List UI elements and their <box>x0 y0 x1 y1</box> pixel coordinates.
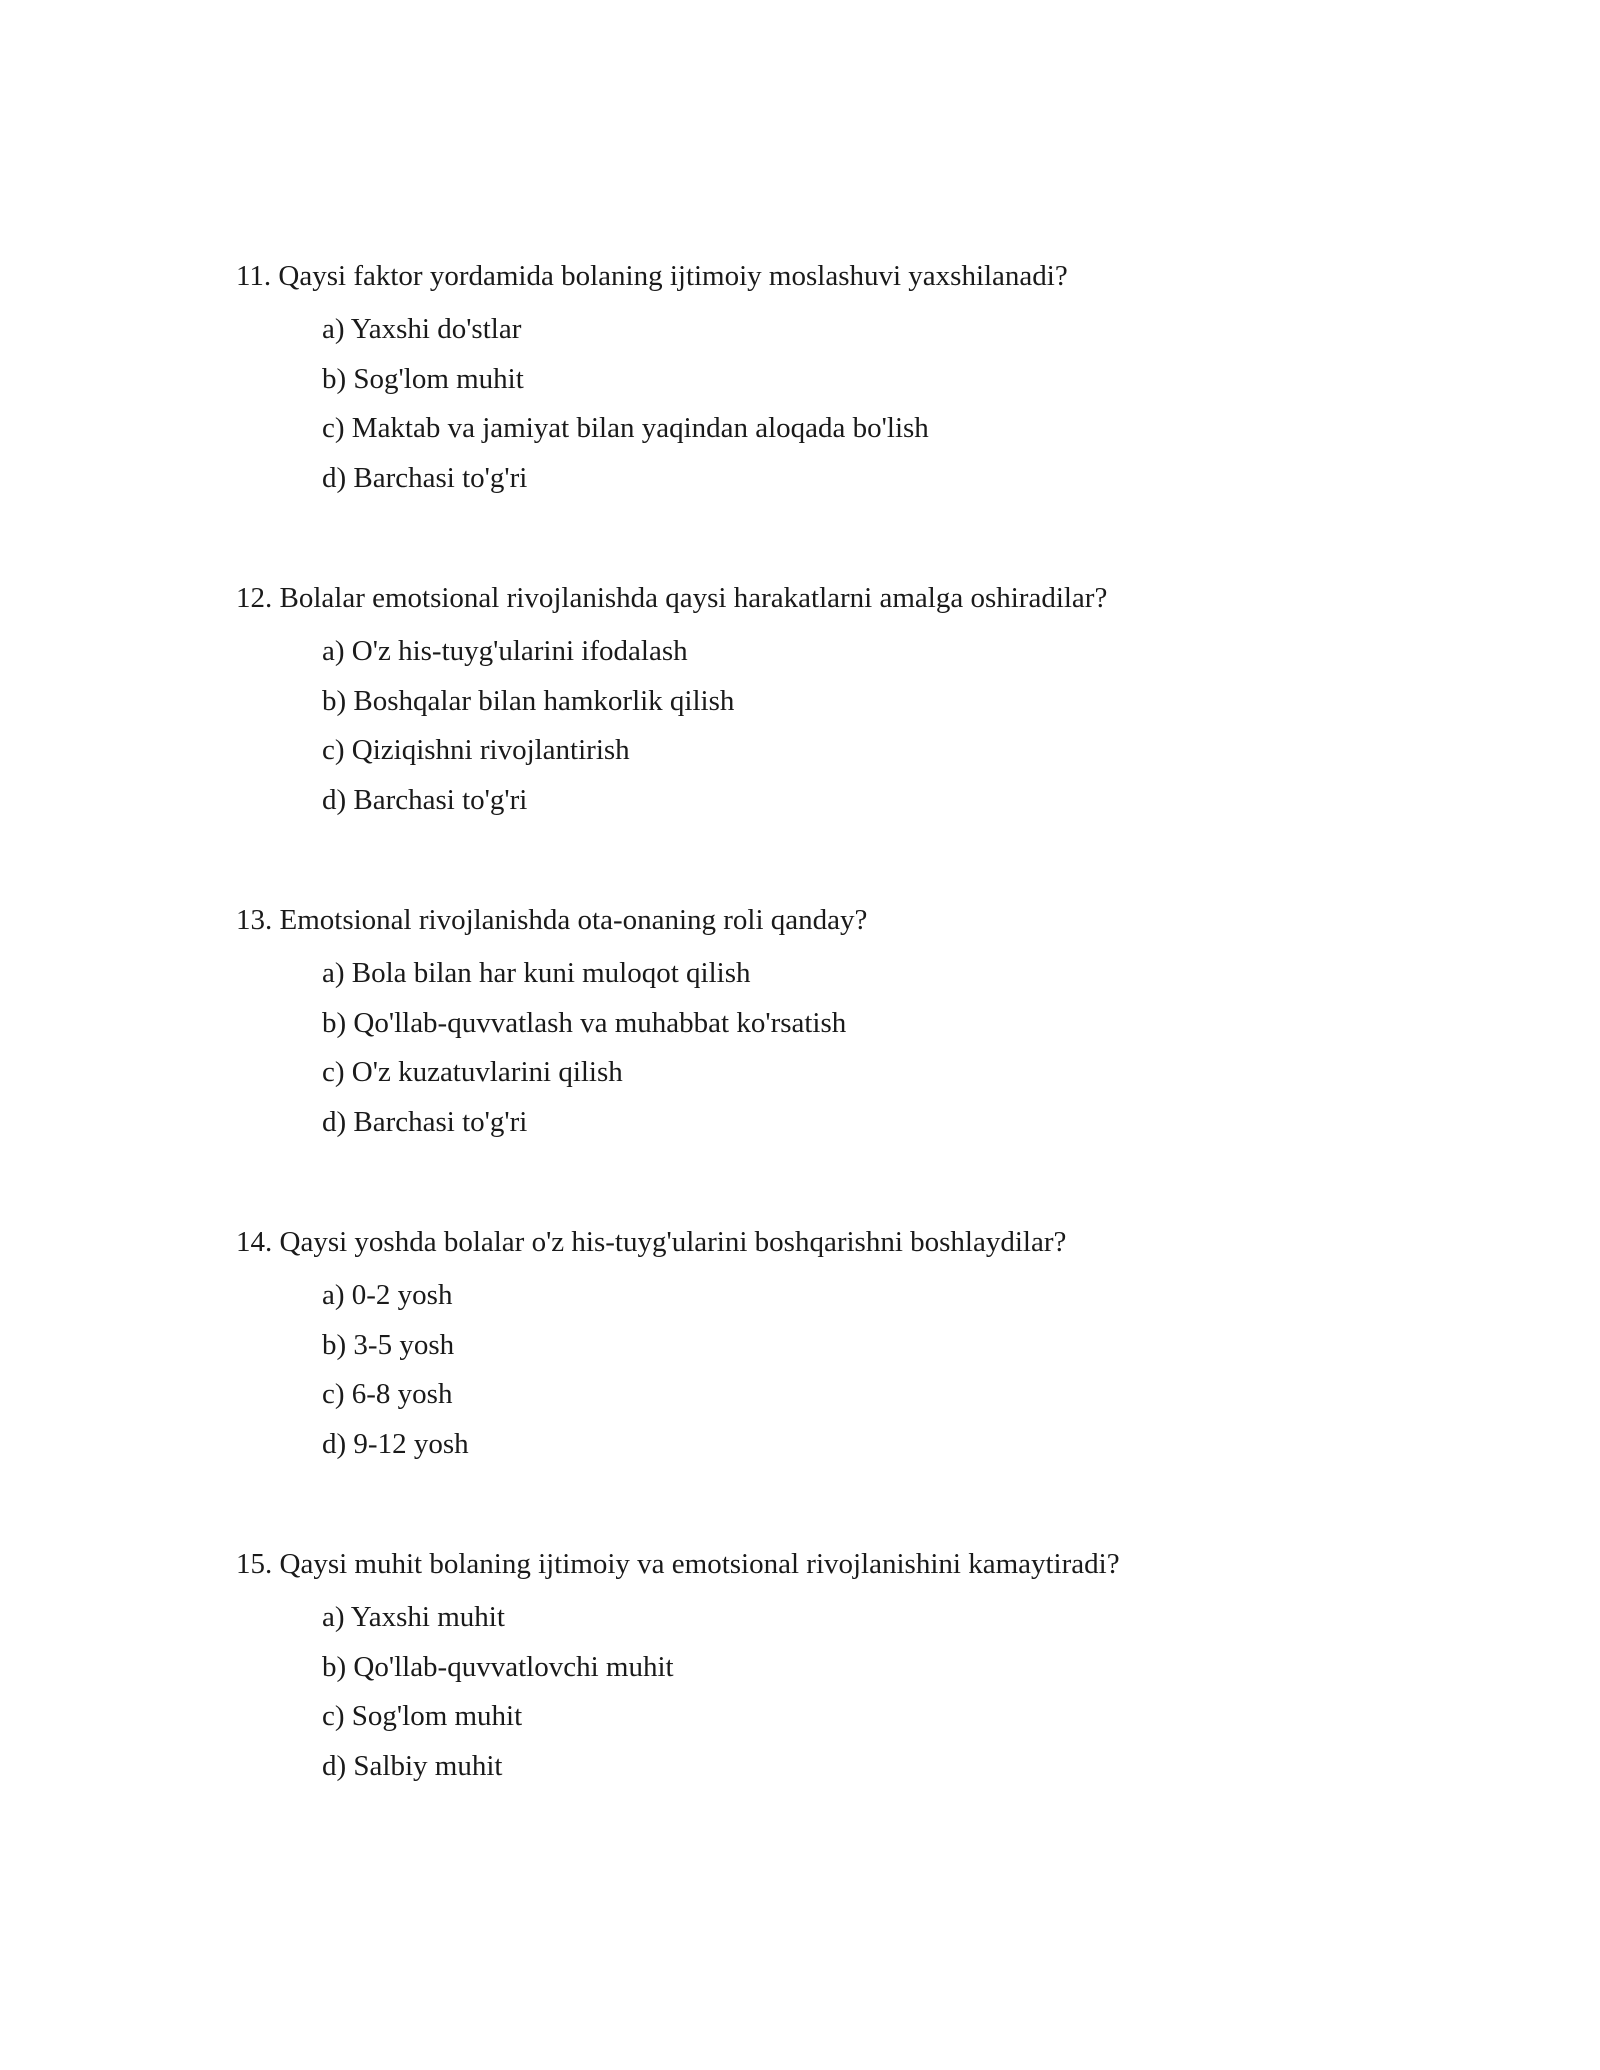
question-text: 14. Qaysi yoshda bolalar o'z his-tuyg'ularini boshqarishni boshlaydilar? <box>236 1226 1067 1258</box>
question-11 <box>236 256 1436 503</box>
option-d: d) 9-12 yosh <box>322 1427 469 1460</box>
option-c: c) 6-8 yosh <box>322 1378 453 1410</box>
answer-options <box>236 305 1436 503</box>
question-text: 11. Qaysi faktor yordamida bolaning ijtimoiy moslashuvi yaxshilanadi? <box>236 260 1068 292</box>
option-b: b) Boshqalar bilan hamkorlik qilish <box>322 684 735 717</box>
question-14 <box>236 1222 1436 1469</box>
question-text: 15. Qaysi muhit bolaning ijtimoiy va emotsional rivojlanishini kamaytiradi? <box>236 1548 1120 1580</box>
option-d: d) Barchasi to'g'ri <box>322 783 528 816</box>
option-c: c) Sog'lom muhit <box>322 1700 523 1732</box>
option-a: a) Bola bilan har kuni muloqot qilish <box>322 957 751 989</box>
option-c: c) Maktab va jamiyat bilan yaqindan aloqada bo'lish <box>322 412 929 444</box>
option-b: b) Sog'lom muhit <box>322 362 524 395</box>
answer-options <box>236 1593 1436 1791</box>
option-a: a) 0-2 yosh <box>322 1279 453 1311</box>
option-d: d) Salbiy muhit <box>322 1749 503 1782</box>
answer-options <box>236 949 1436 1147</box>
question-text: 13. Emotsional rivojlanishda ota-onaning roli qanday? <box>236 904 868 936</box>
option-b: b) Qo'llab-quvvatlash va muhabbat ko'rsatish <box>322 1006 847 1039</box>
option-d: d) Barchasi to'g'ri <box>322 461 528 494</box>
option-a: a) Yaxshi do'stlar <box>322 313 522 345</box>
answer-options <box>236 1271 1436 1469</box>
question-15 <box>236 1544 1436 1791</box>
question-13 <box>236 900 1436 1147</box>
question-12 <box>236 578 1436 825</box>
option-a: a) Yaxshi muhit <box>322 1601 505 1633</box>
option-b: b) 3-5 yosh <box>322 1328 455 1361</box>
option-b: b) Qo'llab-quvvatlovchi muhit <box>322 1650 674 1683</box>
option-c: c) O'z kuzatuvlarini qilish <box>322 1056 623 1088</box>
answer-options <box>236 627 1436 825</box>
option-c: c) Qiziqishni rivojlantirish <box>322 734 630 766</box>
option-a: a) O'z his-tuyg'ularini ifodalash <box>322 635 688 667</box>
question-text: 12. Bolalar emotsional rivojlanishda qaysi harakatlarni amalga oshiradilar? <box>236 582 1108 614</box>
option-d: d) Barchasi to'g'ri <box>322 1105 528 1138</box>
